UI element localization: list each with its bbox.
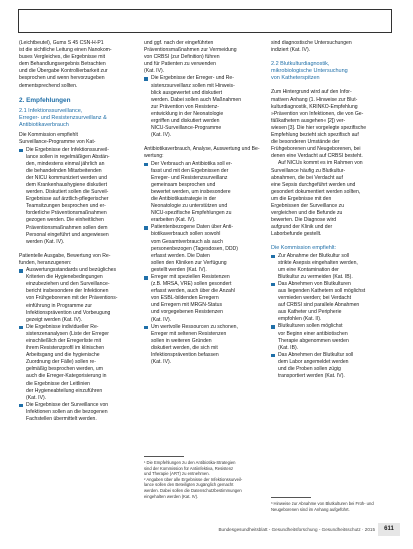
text-line: werden (Kat. IV). — [26, 238, 65, 245]
text-line: (Kat. IV). — [151, 359, 172, 366]
text-line: aus liegenden Kathetern soll möglichst — [278, 288, 366, 294]
text-line: Das Abnehmen der Blutkultur soll — [278, 351, 354, 358]
text-line: aufgrund der Klinik und der — [271, 224, 333, 231]
footnote-line: und Therapie (ART) zu entnehmen. — [144, 471, 210, 477]
list-item — [271, 281, 391, 324]
continuation-paragraph — [144, 40, 261, 75]
text-line: und vorgegebenen Resistenzen — [151, 309, 223, 316]
heading-line: 2.2 Blutkulturdiagnostik, — [271, 61, 330, 68]
text-line: personenbezogen (Tagesdosen, DDD) — [151, 245, 238, 252]
text-line: »Prävention von Infektionen, die von Ge- — [271, 110, 364, 117]
text-line: Antibiotikaverbrauch, Analyse, Auswertung und Be- — [144, 146, 260, 153]
background-paragraph — [271, 89, 391, 160]
text-line: werden. Diskutiert sollen die Surveil- — [26, 189, 109, 196]
text-line: Neonatologie zu unterstützen und — [151, 203, 228, 210]
list-item — [271, 253, 391, 281]
text-line: fasst und mit den Ergebnissen der — [151, 167, 229, 174]
list-item — [19, 402, 136, 423]
list-item — [271, 323, 391, 351]
text-line: Surveillance häufig zu Blutkultur- — [271, 167, 346, 174]
text-line: Blutkultur zu vermeiden (Kat. IB). — [278, 273, 353, 280]
kommission-paragraph — [19, 132, 136, 146]
text-line: Infektionen sollen an die bezogenen — [26, 408, 108, 415]
heading-line: von Katheterspitzen — [271, 75, 320, 82]
text-line: erfasst werden, auch über die Anzahl — [151, 288, 235, 295]
text-line: bericht insbesondere der Infektionen — [26, 288, 109, 295]
text-line: NICU-Surveillance-Programme — [151, 125, 222, 132]
footnotes-right — [271, 501, 393, 512]
text-line: besprochen und wenn hervorzugeben — [19, 75, 105, 82]
text-line: von CRBSI (zur Definition) führen — [144, 54, 220, 61]
text-line: Laborbefunde gestellt. — [271, 231, 322, 238]
text-line: Auswertungsstandards und bezügliches — [26, 267, 117, 274]
header-box — [18, 9, 392, 33]
antibiotika-paragraph — [144, 146, 261, 160]
text-line: sind diagnostische Untersuchungen — [271, 40, 352, 46]
text-line: erfasst werden. Die Daten — [151, 252, 210, 259]
text-line: diskutiert werden, die sich mit — [151, 344, 218, 351]
text-line: die Antibiotikastrategie in der — [151, 195, 217, 202]
text-line: ergriffen und diskutiert werden — [151, 118, 220, 125]
text-line: Kriterien die Hygienebedingungen — [26, 274, 103, 281]
text-line: die Ergebnisse der Leitlinien — [26, 380, 90, 387]
text-line: Therapie abgenommen werden — [278, 337, 349, 344]
text-line: der NICU kommuniziert werden und — [26, 174, 107, 181]
text-line: die behandelnden Mitarbeitenden — [26, 167, 102, 174]
heading-line: Antibiotikaverbrauch — [19, 122, 69, 129]
text-line: aus Katheter und Peripherie — [278, 309, 342, 316]
text-line: und die Proben sollen zügig — [278, 366, 341, 373]
recommendation-list — [144, 75, 261, 139]
text-line: kulturdiagnostik, KRINKO-Empfehlung — [271, 103, 358, 110]
text-line: vom Gesamtverbrauch als auch — [151, 238, 223, 245]
text-line: (Kat. IV). — [26, 394, 47, 401]
text-line: abnahmen, die bei Verdacht auf — [271, 174, 343, 181]
heading-line: mikrobiologische Untersuchung — [271, 68, 348, 75]
footnotes-middle — [144, 460, 264, 499]
text-line: werden. Dabei sollen auch Maßnahmen — [151, 96, 242, 103]
nicu-paragraph-body — [271, 168, 391, 239]
text-line: dem Krankenhaushygiene diskutiert — [26, 182, 107, 188]
text-line: einzubeziehen und den Surveillance- — [26, 281, 110, 288]
text-line: Erreger mit speziellen Resistenzen — [151, 274, 230, 280]
list-item — [144, 324, 261, 367]
subsection-heading-2-2 — [271, 61, 391, 82]
footnote-line: eingehalten werden (Kat. IV). — [144, 493, 199, 499]
text-line: buses Vergleiches, die Ergebnisse mit — [19, 54, 106, 61]
text-line: und ggf. nach der eingeführten — [144, 40, 214, 46]
text-line: sistenzenanalysen (Liste der Erreger — [26, 330, 109, 337]
text-line: Ergebnisse auf ärztlich-pflegerischer — [26, 196, 109, 203]
footnote-line: Neugeborenen sind im Anhang aufgeführt. — [271, 506, 350, 512]
text-line: Frühgeborenen und Neugeborenen, bei — [271, 146, 361, 153]
footnote-line: ² Angaben über alle Ergebnisse der Infektionssurveil- — [144, 476, 243, 482]
text-line: NICU-spezifische Empfehlungen zu — [151, 210, 232, 217]
subsection-heading-2-1 — [19, 108, 136, 129]
text-line: Erreger mit seltenen Resistenzen — [151, 330, 227, 337]
recommendation-list — [19, 147, 136, 246]
text-line: (Kat. IB). — [278, 344, 299, 351]
text-line: auch die Erreger-Kategorisierung in — [26, 373, 107, 380]
list-item — [19, 267, 136, 324]
recommendation-list — [144, 161, 261, 367]
page-number: 611 — [378, 523, 400, 536]
continuation-paragraph — [271, 40, 391, 54]
text-line: (Kat. IV). — [151, 316, 172, 323]
text-line: die besonderen Umstände der — [271, 139, 340, 146]
text-line: Empfehlung bezieht sich spezifisch auf — [271, 132, 359, 139]
column-left — [19, 40, 136, 423]
footnote-rule — [144, 456, 184, 457]
kommission-heading: Die Kommission empfiehlt: — [271, 245, 337, 252]
text-line: sollen in weiteren Gründen — [151, 337, 212, 344]
footnote-rule — [271, 497, 311, 498]
text-line: Patientenbezogene Daten über Anti- — [151, 224, 234, 231]
list-item — [144, 274, 261, 324]
recommendation-list — [19, 267, 136, 423]
text-line: wertung: — [144, 153, 164, 160]
text-line: zur Prävention von Resistenz- — [151, 103, 219, 110]
text-line: den, mindestens einmal jährlich an — [26, 160, 105, 167]
text-line: fäßkathetern ausgehen« [2]) ver- — [271, 117, 346, 124]
text-line: sollen den Kliniken zur Verfügung — [151, 259, 227, 266]
text-line: Surveillance-Programme von Kat- — [19, 139, 96, 146]
heading-line: 2.1 Infektionssurveillance, — [19, 108, 83, 115]
text-line: ihrem Resistenzprofil im klinischen — [26, 345, 105, 352]
text-line: Präventionsmaßnahmen sollen dem — [26, 224, 108, 231]
text-line: blick ausgewertet und diskutiert — [151, 89, 223, 96]
text-line: Die Ergebnisse individueller Re- — [26, 323, 99, 330]
list-item — [144, 224, 261, 274]
text-line: gelmäßig besprochen werden, um — [26, 366, 104, 373]
text-line: Teamsitzungen besprochen und er- — [26, 203, 106, 210]
text-line: erarbeiten (Kat. IV). — [151, 217, 196, 224]
text-line: Die Ergebnisse der Surveillance von — [26, 401, 109, 408]
text-line: lance sollen in regelmäßigen Abstän- — [26, 153, 110, 160]
heading-line: Erreger- und Resistenzsurveillanz & — [19, 115, 107, 122]
text-line: Die Ergebnisse der Infektionssurveil- — [26, 146, 109, 153]
text-line: bewertet werden, um insbesondere — [151, 188, 231, 195]
text-line: dementsprechend sollten. — [19, 82, 78, 89]
text-line: bewerten. Die Diagnose wird — [271, 217, 337, 224]
section-heading-empfehlungen: 2. Empfehlungen — [19, 96, 71, 104]
text-line: Der Verbrauch an Antibiotika soll er- — [151, 160, 233, 167]
text-line: Blutkulturen sollen möglichst — [278, 323, 343, 330]
intro-paragraph — [19, 40, 136, 90]
text-line: von Frühgeborenen mit der Präventions- — [26, 295, 118, 302]
text-line: dem Labor angemeldet werden — [278, 358, 349, 365]
text-line: und für Patienten zu verwenden — [144, 61, 216, 68]
patient-paragraph — [19, 253, 136, 267]
text-line: Arbeitsgang und die hygienische — [26, 352, 100, 359]
text-line: ist die sichtliche Leitung einen Nanokom- — [19, 47, 112, 54]
text-line: um eine Kontamination der — [278, 266, 339, 273]
list-item — [144, 161, 261, 225]
text-line: gezogen werden. Die einheitlichen — [26, 217, 104, 224]
footnote-line: ¹ Die Empfehlungen zu den Antibiotika-Strategien — [144, 460, 236, 465]
running-footer: Bundesgesundheitsblatt - Gesundheitsforschung - Gesundheitsschutz · 2015 — [218, 527, 375, 532]
text-line: (Kat. IV). — [151, 132, 172, 139]
text-line: Personal eingeführt und angewiesen — [26, 231, 109, 238]
nicu-paragraph — [271, 160, 391, 167]
text-line: vermieden werden; bei Verdacht — [278, 295, 352, 302]
text-line: Erreger- und Resistenzsurveillanz — [151, 174, 228, 181]
footnote-line: ³ Hinweise zur Abnahme von Blutkulturen bei Früh- und — [271, 501, 374, 506]
list-item — [19, 147, 136, 246]
list-item — [19, 324, 136, 402]
list-item — [271, 352, 391, 380]
text-line: Um wertvolle Ressourcen zu schonen, — [151, 323, 238, 330]
text-line: transportiert werden (Kat. IV). — [278, 373, 345, 380]
text-line: (Leichtbeutel), Gums S 45 CSN-H-P1 — [19, 40, 104, 46]
text-line: von ESBL-bildenden Erregern — [151, 295, 219, 302]
footnote-line: sind der Kommission für Antiinfektiva, Resistenz — [144, 465, 234, 471]
text-line: (Kat. IV). — [144, 68, 165, 75]
text-line: mativen Anhang (1. Hinweise zur Blut- — [271, 96, 358, 103]
text-line: Die Ergebnisse der Erreger- und Re- — [151, 75, 234, 82]
text-line: vergleichen und die Befunde zu — [271, 210, 343, 217]
text-line: Präventionsmaßnahmen zur Vermeidung — [144, 47, 237, 54]
text-line: entwicklung in der Neonatologie — [151, 110, 224, 117]
text-line: funden, heranzugenen: — [19, 259, 72, 266]
text-line: strikte Asepsis eingehalten werden, — [278, 259, 358, 266]
text-line: denen eine Verdacht auf CRBSI besteht. — [271, 153, 363, 160]
column-right — [271, 40, 391, 380]
text-line: indiziert (Kat. IV). — [271, 47, 311, 54]
text-line: um die Ergebnisse mit den — [271, 195, 332, 202]
text-line: Auf NICUs kommt es im Rahmen von — [278, 160, 363, 167]
text-line: Das Abnehmen von Blutkulturen — [278, 280, 351, 287]
recommendation-list — [271, 253, 391, 381]
text-line: Patientelle Ausgabe, Bewertung von Re- — [19, 252, 111, 259]
text-line: sistenzsurveillanz sollen mit Hinweis- — [151, 82, 235, 89]
footnote-line: werden. Dabei sollen die Datenschutzbestimmungen — [144, 487, 242, 493]
text-line: forderliche Präventionsmaßnahmen — [26, 210, 107, 217]
text-line: gemeinsam besprochen und — [151, 181, 216, 188]
text-line: einführung in Programme zur — [26, 302, 92, 309]
text-line: eine Sepsis durchgeführt werden und — [271, 181, 356, 188]
text-line: gezeigt werden (Kat. IV). — [26, 316, 83, 323]
text-line: dem Behandlungsergebnis Betrachten — [19, 61, 106, 68]
text-line: Infektionsprävention befassen — [151, 352, 219, 359]
text-line: und Erregern mit MRGN-Status — [151, 302, 223, 309]
text-line: Ergebnissen der Surveillance zu — [271, 202, 345, 209]
text-line: und die Übergabe Kontrollierbarkeit zur — [19, 68, 108, 75]
text-line: Zuordnung der Fälle) sollen re- — [26, 359, 96, 366]
list-item — [144, 75, 261, 139]
text-line: (z.B. MRSA, VRE) sollen gesondert — [151, 281, 232, 288]
text-line: empfohlen (Kat. II). — [278, 316, 322, 323]
text-line: auf CRBSI sind parallele Abnahmen — [278, 302, 360, 309]
text-line: biotikaverbrauch sollen sowohl — [151, 231, 221, 238]
text-line: vor Beginn einer antibiotischen — [278, 330, 348, 337]
text-line: Die Kommission empfiehlt — [19, 132, 78, 139]
text-line: einschließlich der Erregerliste mit — [26, 337, 102, 344]
text-line: Zur Abnahme der Blutkultur soll — [278, 252, 350, 259]
column-middle — [144, 40, 261, 366]
text-line: wiesen [3]. Die hier vorgelegte spezifische — [271, 124, 367, 131]
text-line: gesondert dokumentiert werden sollten, — [271, 188, 361, 195]
text-line: gestellt werden (Kat. IV). — [151, 266, 207, 273]
text-line: Zum Hintergrund wird auf den Infor- — [271, 89, 352, 96]
text-line: Fachstellen übermittelt werden. — [26, 416, 97, 422]
text-line: Infektionsprävention und Vorbeugung — [26, 309, 111, 316]
footnote-line: lance sollen den Beteiligten zugänglich gemacht — [144, 482, 234, 488]
text-line: der Hygieneabteilung einzuführen — [26, 387, 103, 394]
